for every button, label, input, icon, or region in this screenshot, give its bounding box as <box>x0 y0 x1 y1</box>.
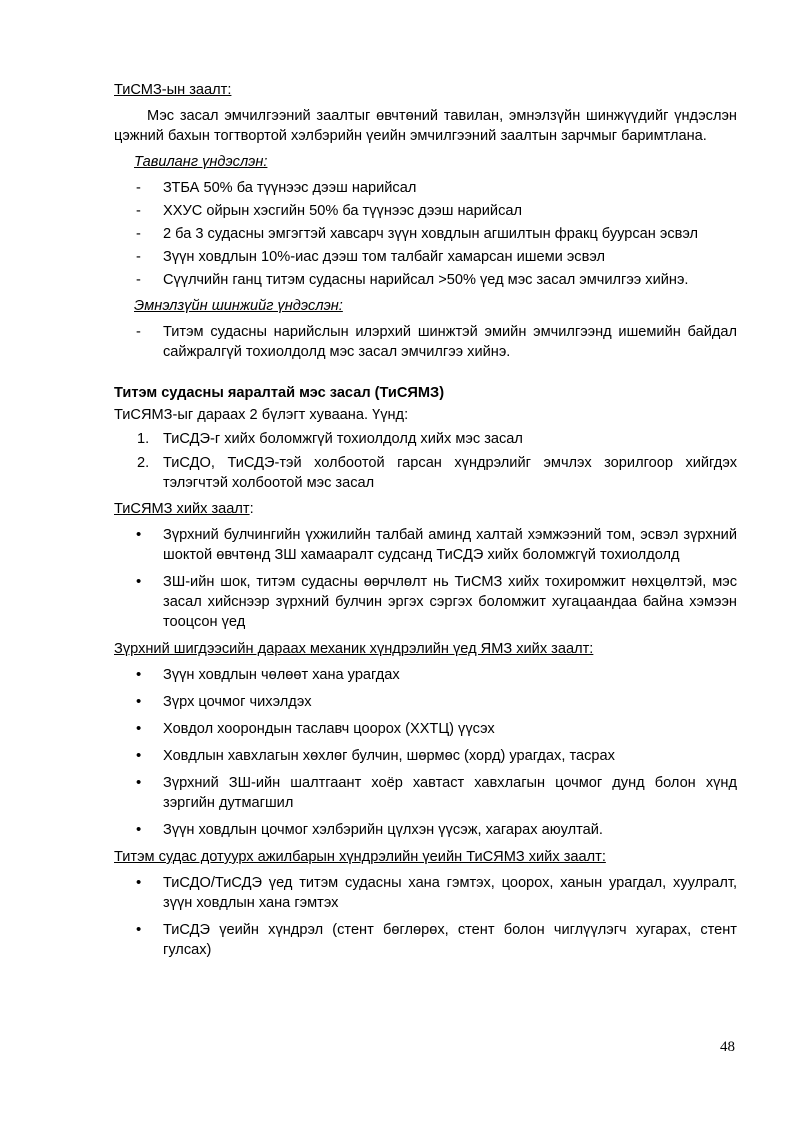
clinical-list <box>114 322 737 362</box>
list-item: • Зүрхний ЗШ-ийн шалтгаант хоёр хавтаст хавхлагын цочмог дунд болон хүнд зэргийн дутмагшил <box>163 773 737 813</box>
section-title-urgent-surgery: Титэм судасны яаралтай мэс засал (ТиСЯМЗ) <box>114 385 445 401</box>
section-title-indications: ТиСМЗ-ын заалт: <box>114 82 232 98</box>
page-content <box>114 74 737 967</box>
list-item: • Ховдол хоорондын таславч цоорох (ХХТЦ) үүсэх <box>163 719 737 739</box>
indications-heading-text: ТиСЯМЗ хийх заалт <box>114 501 250 517</box>
intravascular-complications-heading: Титэм судас дотуурх ажилбарын хүндрэлийн үеийн ТиСЯМЗ хийх заалт: <box>114 849 606 865</box>
list-number: 2. <box>137 455 150 471</box>
intravascular-complications-list <box>114 873 737 960</box>
mechanical-complications-list <box>114 665 737 840</box>
list-item: - ЗТБА 50% ба түүнээс дээш нарийсал <box>163 178 737 198</box>
list-item: • ТиСДО/ТиСДЭ үед титэм судасны хана гэмтэх, цоорох, ханын урагдал, хуулралт, зүүн ховдлын хана гэмтэх <box>163 873 737 913</box>
list-item <box>137 429 737 449</box>
mechanical-complications-heading: Зүрхний шигдээсийн дараах механик хүндрэлийн үед ЯМЗ хийх заалт: <box>114 641 594 657</box>
clinical-heading: Эмнэлзүйн шинжийг үндэслэн: <box>134 298 343 314</box>
page-number: 48 <box>720 1039 735 1055</box>
indications-list <box>114 525 737 632</box>
list-item: - ХХУС ойрын хэсгийн 50% ба түүнээс дээш нарийсал <box>163 201 737 221</box>
intro-paragraph: Мэс засал эмчилгээний заалтыг өвчтөний тавилан, эмнэлзүйн шинжүүдийг үндэслэн цэжний бахын тогтвортой хэлбэрийн үеийн эмчилгээний заалтын зарчмыг баримтлана. <box>114 108 737 144</box>
list-item: • Ховдлын хавхлагын хөхлөг булчин, шөрмөс (хорд) урагдах, тасрах <box>163 746 737 766</box>
list-item <box>137 453 737 493</box>
list-item: • ЗШ-ийн шок, титэм судасны өөрчлөлт нь ТиСМЗ хийх тохиромжит нөхцөлтэй, мэс засал хийснээр зүрхний булчин эргэх сэргэх боломжит хугацаандаа байна хэмээн тооцсон үед <box>163 572 737 632</box>
indications-heading-colon: : <box>249 501 254 517</box>
list-item: • Зүрх цочмог чихэлдэх <box>163 692 737 712</box>
list-item: - 2 ба 3 судасны эмгэгтэй хавсарч зүүн ховдлын агшилтын фракц буурсан эсвэл <box>163 224 737 244</box>
section-intro: ТиСЯМЗ-ыг дараах 2 бүлэгт хуваана. Үүнд: <box>114 407 409 423</box>
list-item: - Титэм судасны нарийслын илэрхий шинжтэй эмийн эмчилгээнд ишемийн байдал сайжралгүй тохиолдолд мэс засал эмчилгээ хийнэ. <box>163 322 737 362</box>
list-text: ТиСДЭ-г хийх боломжгүй тохиолдолд хийх мэс засал <box>163 431 523 447</box>
list-text: ТиСДО, ТиСДЭ-тэй холбоотой гарсан хүндрэлийг эмчлэх зорилгоор хийгдэх тэлэгчтэй холбоотой мэс засал <box>163 455 737 491</box>
indications-heading <box>114 499 737 519</box>
list-item: - Зүүн ховдлын 10%-иас дээш том талбайг хамарсан ишеми эсвэл <box>163 247 737 267</box>
list-item: - Сүүлчийн ганц титэм судасны нарийсал >50% үед мэс засал эмчилгээ хийнэ. <box>163 270 737 290</box>
list-item: • Зүүн ховдлын чөлөөт хана урагдах <box>163 665 737 685</box>
list-number: 1. <box>137 431 150 447</box>
prognosis-heading: Тавиланг үндэслэн: <box>134 154 268 170</box>
prognosis-list <box>114 178 737 290</box>
list-item: • ТиСДЭ үеийн хүндрэл (стент бөглөрөх, стент болон чиглүүлэгч хугарах, стент гулсах) <box>163 920 737 960</box>
list-item: • Зүүн ховдлын цочмог хэлбэрийн цүлхэн үүсэж, хагарах аюултай. <box>163 820 737 840</box>
list-item: • Зүрхний булчингийн үхжилийн талбай аминд халтай хэмжээний том, эсвэл зүрхний шоктой өвчтөнд ЗШ хамааралт судсанд ТиСДЭ хийх боломжгүй тохиолдолд <box>163 525 737 565</box>
numbered-list <box>114 429 737 493</box>
